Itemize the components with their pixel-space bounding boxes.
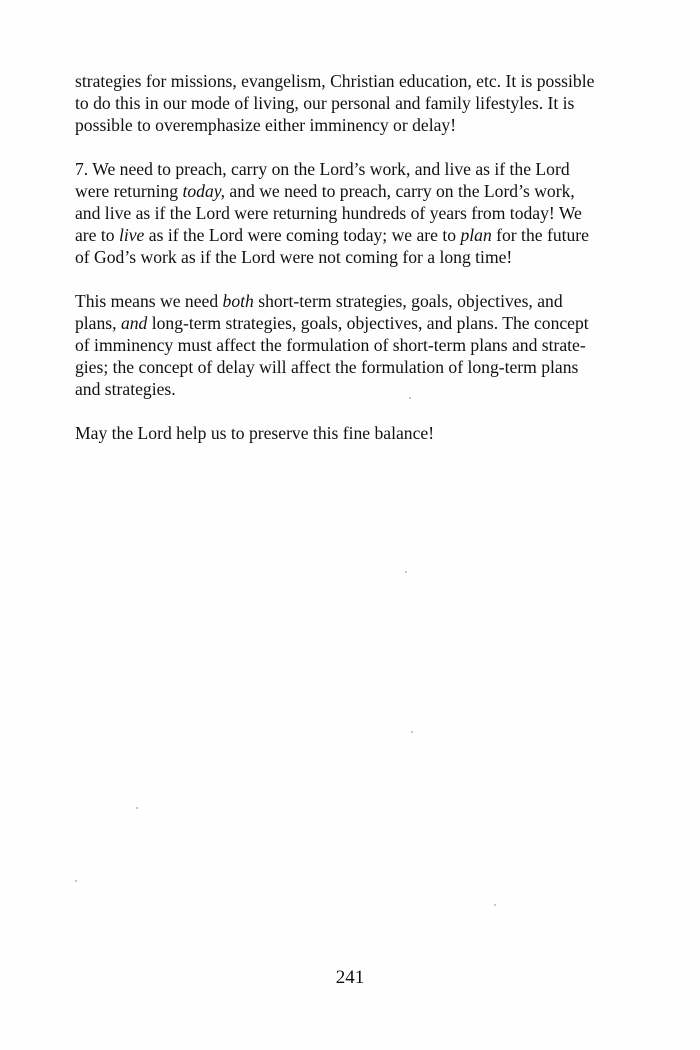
text-run: as if the Lord were coming today; we are to: [144, 225, 461, 245]
text-run: and we need to preach, carry on the Lord’s work,: [225, 181, 575, 201]
text-run: are to: [75, 225, 119, 245]
text-line: [75, 290, 635, 312]
italic-text: today,: [182, 181, 225, 201]
text-line: [75, 356, 635, 378]
text-line: [75, 180, 635, 202]
text-run: plans,: [75, 313, 121, 333]
text-line: [75, 158, 635, 180]
italic-text: live: [118, 225, 145, 245]
paragraph: [75, 158, 635, 268]
text-run: to do this in our mode of living, our personal and family lifestyles. It is: [75, 93, 575, 113]
text-run: of imminency must affect the formulation of short-term plans and strate-: [75, 335, 586, 355]
text-line: [75, 378, 635, 400]
text-run: long-term strategies, goals, objectives, and plans. The concept: [147, 313, 589, 333]
scan-speck: [75, 880, 77, 882]
italic-text: plan: [460, 225, 492, 245]
italic-text: both: [222, 291, 254, 311]
scan-speck: [409, 397, 411, 399]
text-run: May the Lord help us to preserve this fine balance!: [75, 423, 435, 443]
text-line: [75, 70, 635, 92]
text-run: and strategies.: [75, 379, 176, 399]
text-line: [75, 334, 635, 356]
text-run: of God’s work as if the Lord were not coming for a long time!: [75, 247, 513, 267]
text-run: for the future: [491, 225, 589, 245]
text-line: [75, 202, 635, 224]
paragraph: [75, 422, 635, 444]
text-line: [75, 422, 635, 444]
page-number: 241: [335, 967, 365, 988]
text-run: and live as if the Lord were returning hundreds of years from today! We: [75, 203, 582, 223]
paragraph: [75, 70, 635, 136]
text-line: [75, 246, 635, 268]
text-run: 7. We need to preach, carry on the Lord’s work, and live as if the Lord: [75, 159, 570, 179]
body-text: [75, 70, 635, 466]
text-line: [75, 224, 635, 246]
text-run: This means we need: [75, 291, 223, 311]
scan-speck: [405, 571, 407, 573]
italic-text: and: [120, 313, 148, 333]
text-line: [75, 92, 635, 114]
text-line: [75, 114, 635, 136]
scan-speck: [136, 807, 138, 809]
text-line: [75, 312, 635, 334]
scan-speck: [411, 731, 413, 733]
text-run: were returning: [75, 181, 183, 201]
text-run: short-term strategies, goals, objectives, and: [253, 291, 563, 311]
paragraph: [75, 290, 635, 400]
text-run: strategies for missions, evangelism, Christian education, etc. It is possible: [75, 71, 595, 91]
scan-speck: [494, 904, 496, 906]
text-run: possible to overemphasize either imminency or delay!: [75, 115, 457, 135]
text-run: gies; the concept of delay will affect the formulation of long-term plans: [75, 357, 579, 377]
